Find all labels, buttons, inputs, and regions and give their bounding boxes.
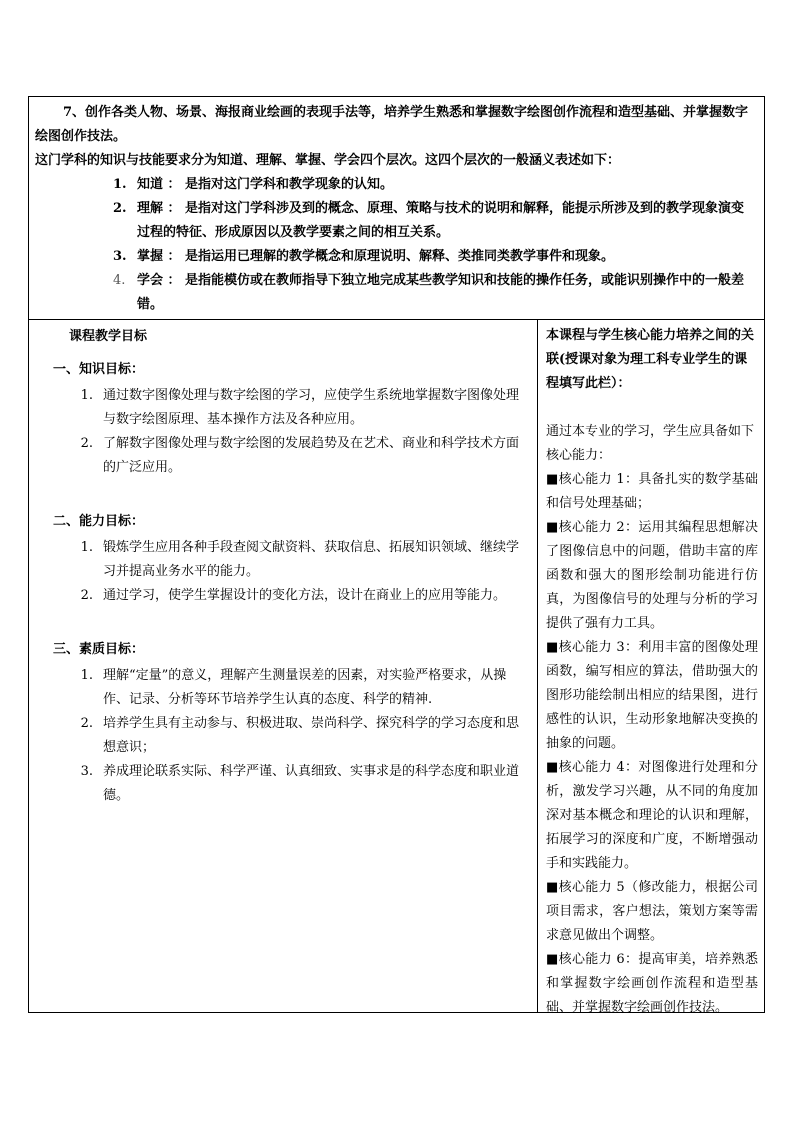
core-abilities-cell bbox=[538, 320, 764, 1015]
level-2 bbox=[35, 197, 756, 245]
item-text: 养成理论联系实际、科学严谨、认真细致、实事求是的科学态度和职业道德。 bbox=[103, 764, 520, 803]
item-number: 2. bbox=[80, 436, 93, 451]
levels-intro: 这门学科的知识与技能要求分为知道、理解、掌握、学会四个层次。这四个层次的一般涵义表述如下： bbox=[35, 153, 621, 168]
core-abilities-intro: 通过本专业的学习，学生应具备如下核心能力： bbox=[546, 424, 755, 463]
section-heading: 一、知识目标： bbox=[53, 362, 145, 377]
item-number: 3. bbox=[80, 764, 93, 779]
level-number: 4. bbox=[113, 273, 126, 288]
core-ability-5: ■核心能力 5（修改能力，根据公司项目需求，客户想法，策划方案等需求意见做出个调整。 bbox=[546, 880, 758, 943]
list-item bbox=[53, 760, 523, 808]
objectives-title: 课程教学目标 bbox=[69, 329, 148, 344]
item-7: 7、创作各类人物、场景、海报商业绘画的表现手法等，培养学生熟悉和掌握数字绘图创作流程和造型基础、并掌握数字绘图创作技法。 bbox=[35, 105, 749, 144]
ability-objectives bbox=[53, 510, 523, 608]
course-objectives-cell bbox=[29, 320, 538, 1012]
level-text: 知道 ： 是指对这门学科和教学现象的认知。 bbox=[137, 177, 394, 192]
list-item bbox=[53, 712, 523, 760]
core-abilities-heading: 本课程与学生核心能力培养之间的关联(授课对象为理工科专业学生的课程填写此栏）： bbox=[546, 328, 755, 391]
course-table bbox=[28, 96, 765, 1013]
quality-objectives bbox=[53, 638, 523, 808]
item-text: 锻炼学生应用各种手段查阅文献资料、获取信息、拓展知识领域、继续学习并提高业务水平的能力。 bbox=[103, 540, 520, 579]
list-item bbox=[53, 384, 523, 432]
item-text: 通过数字图像处理与数字绘图的学习，应使学生系统地掌握数字图像处理与数字绘图原理、基本操作方法及各种应用。 bbox=[103, 388, 520, 427]
list-item bbox=[53, 584, 523, 608]
core-ability-1: ■核心能力 1：具备扎实的数学基础和信号处理基础； bbox=[546, 472, 758, 511]
item-number: 1. bbox=[80, 388, 93, 403]
level-text: 学会 ： 是指能模仿或在教师指导下独立地完成某些教学知识和技能的操作任务，或能识别操作中的一般差错。 bbox=[137, 273, 745, 312]
level-number: 3. bbox=[113, 249, 127, 264]
item-number: 2. bbox=[80, 716, 93, 731]
core-ability-6: ■核心能力 6：提高审美，培养熟悉和掌握数字绘画创作流程和造型基础、并掌握数字绘画创作技法。 bbox=[546, 952, 758, 1015]
list-item bbox=[53, 664, 523, 712]
level-1 bbox=[35, 173, 756, 197]
level-3 bbox=[35, 245, 756, 269]
core-ability-4: ■核心能力 4：对图像进行处理和分析，激发学习兴趣，从不同的角度加深对基本概念和理论的认识和理解，拓展学习的深度和广度，不断增强动手和实践能力。 bbox=[546, 760, 758, 871]
level-number: 2. bbox=[113, 201, 127, 216]
item-number: 1. bbox=[80, 668, 93, 683]
section-heading: 二、能力目标： bbox=[53, 514, 145, 529]
knowledge-objectives bbox=[53, 358, 523, 480]
list-item bbox=[53, 432, 523, 480]
item-text: 通过学习，使学生掌握设计的变化方法，设计在商业上的应用等能力。 bbox=[103, 588, 507, 603]
item-text: 了解数字图像处理与数字绘图的发展趋势及在艺术、商业和科学技术方面的广泛应用。 bbox=[103, 436, 520, 475]
list-item bbox=[53, 536, 523, 584]
level-4 bbox=[35, 269, 756, 317]
level-text: 理解 ： 是指对这门学科涉及到的概念、原理、策略与技术的说明和解释，能提示所涉及到的教学现象演变过程的特征、形成原因以及教学要素之间的相互关系。 bbox=[137, 201, 745, 240]
section-heading: 三、素质目标： bbox=[53, 642, 145, 657]
level-number: 1. bbox=[113, 177, 127, 192]
requirements-section bbox=[29, 97, 764, 320]
item-number: 2. bbox=[80, 588, 93, 603]
level-text: 掌握 ： 是指运用已理解的教学概念和原理说明、解释、类推同类教学事件和现象。 bbox=[137, 249, 615, 264]
core-ability-2: ■核心能力 2：运用其编程思想解决了图像信息中的问题，借助丰富的库函数和强大的图形绘制功能进行仿真，为图像信号的处理与分析的学习提供了强有力工具。 bbox=[546, 520, 758, 631]
item-number: 1. bbox=[80, 540, 93, 555]
item-text: 理解“定量”的意义，理解产生测量误差的因素，对实验严格要求，从操作、记录、分析等环节培养学生认真的态度、科学的精神. bbox=[103, 668, 507, 707]
objectives-row bbox=[29, 320, 764, 1015]
core-ability-3: ■核心能力 3：利用丰富的图像处理函数，编写相应的算法，借助强大的图形功能绘制出相应的结果图，进行感性的认识，生动形象地解决变换的抽象的问题。 bbox=[546, 640, 758, 751]
item-text: 培养学生具有主动参与、积极进取、崇尚科学、探究科学的学习态度和思想意识； bbox=[103, 716, 520, 755]
